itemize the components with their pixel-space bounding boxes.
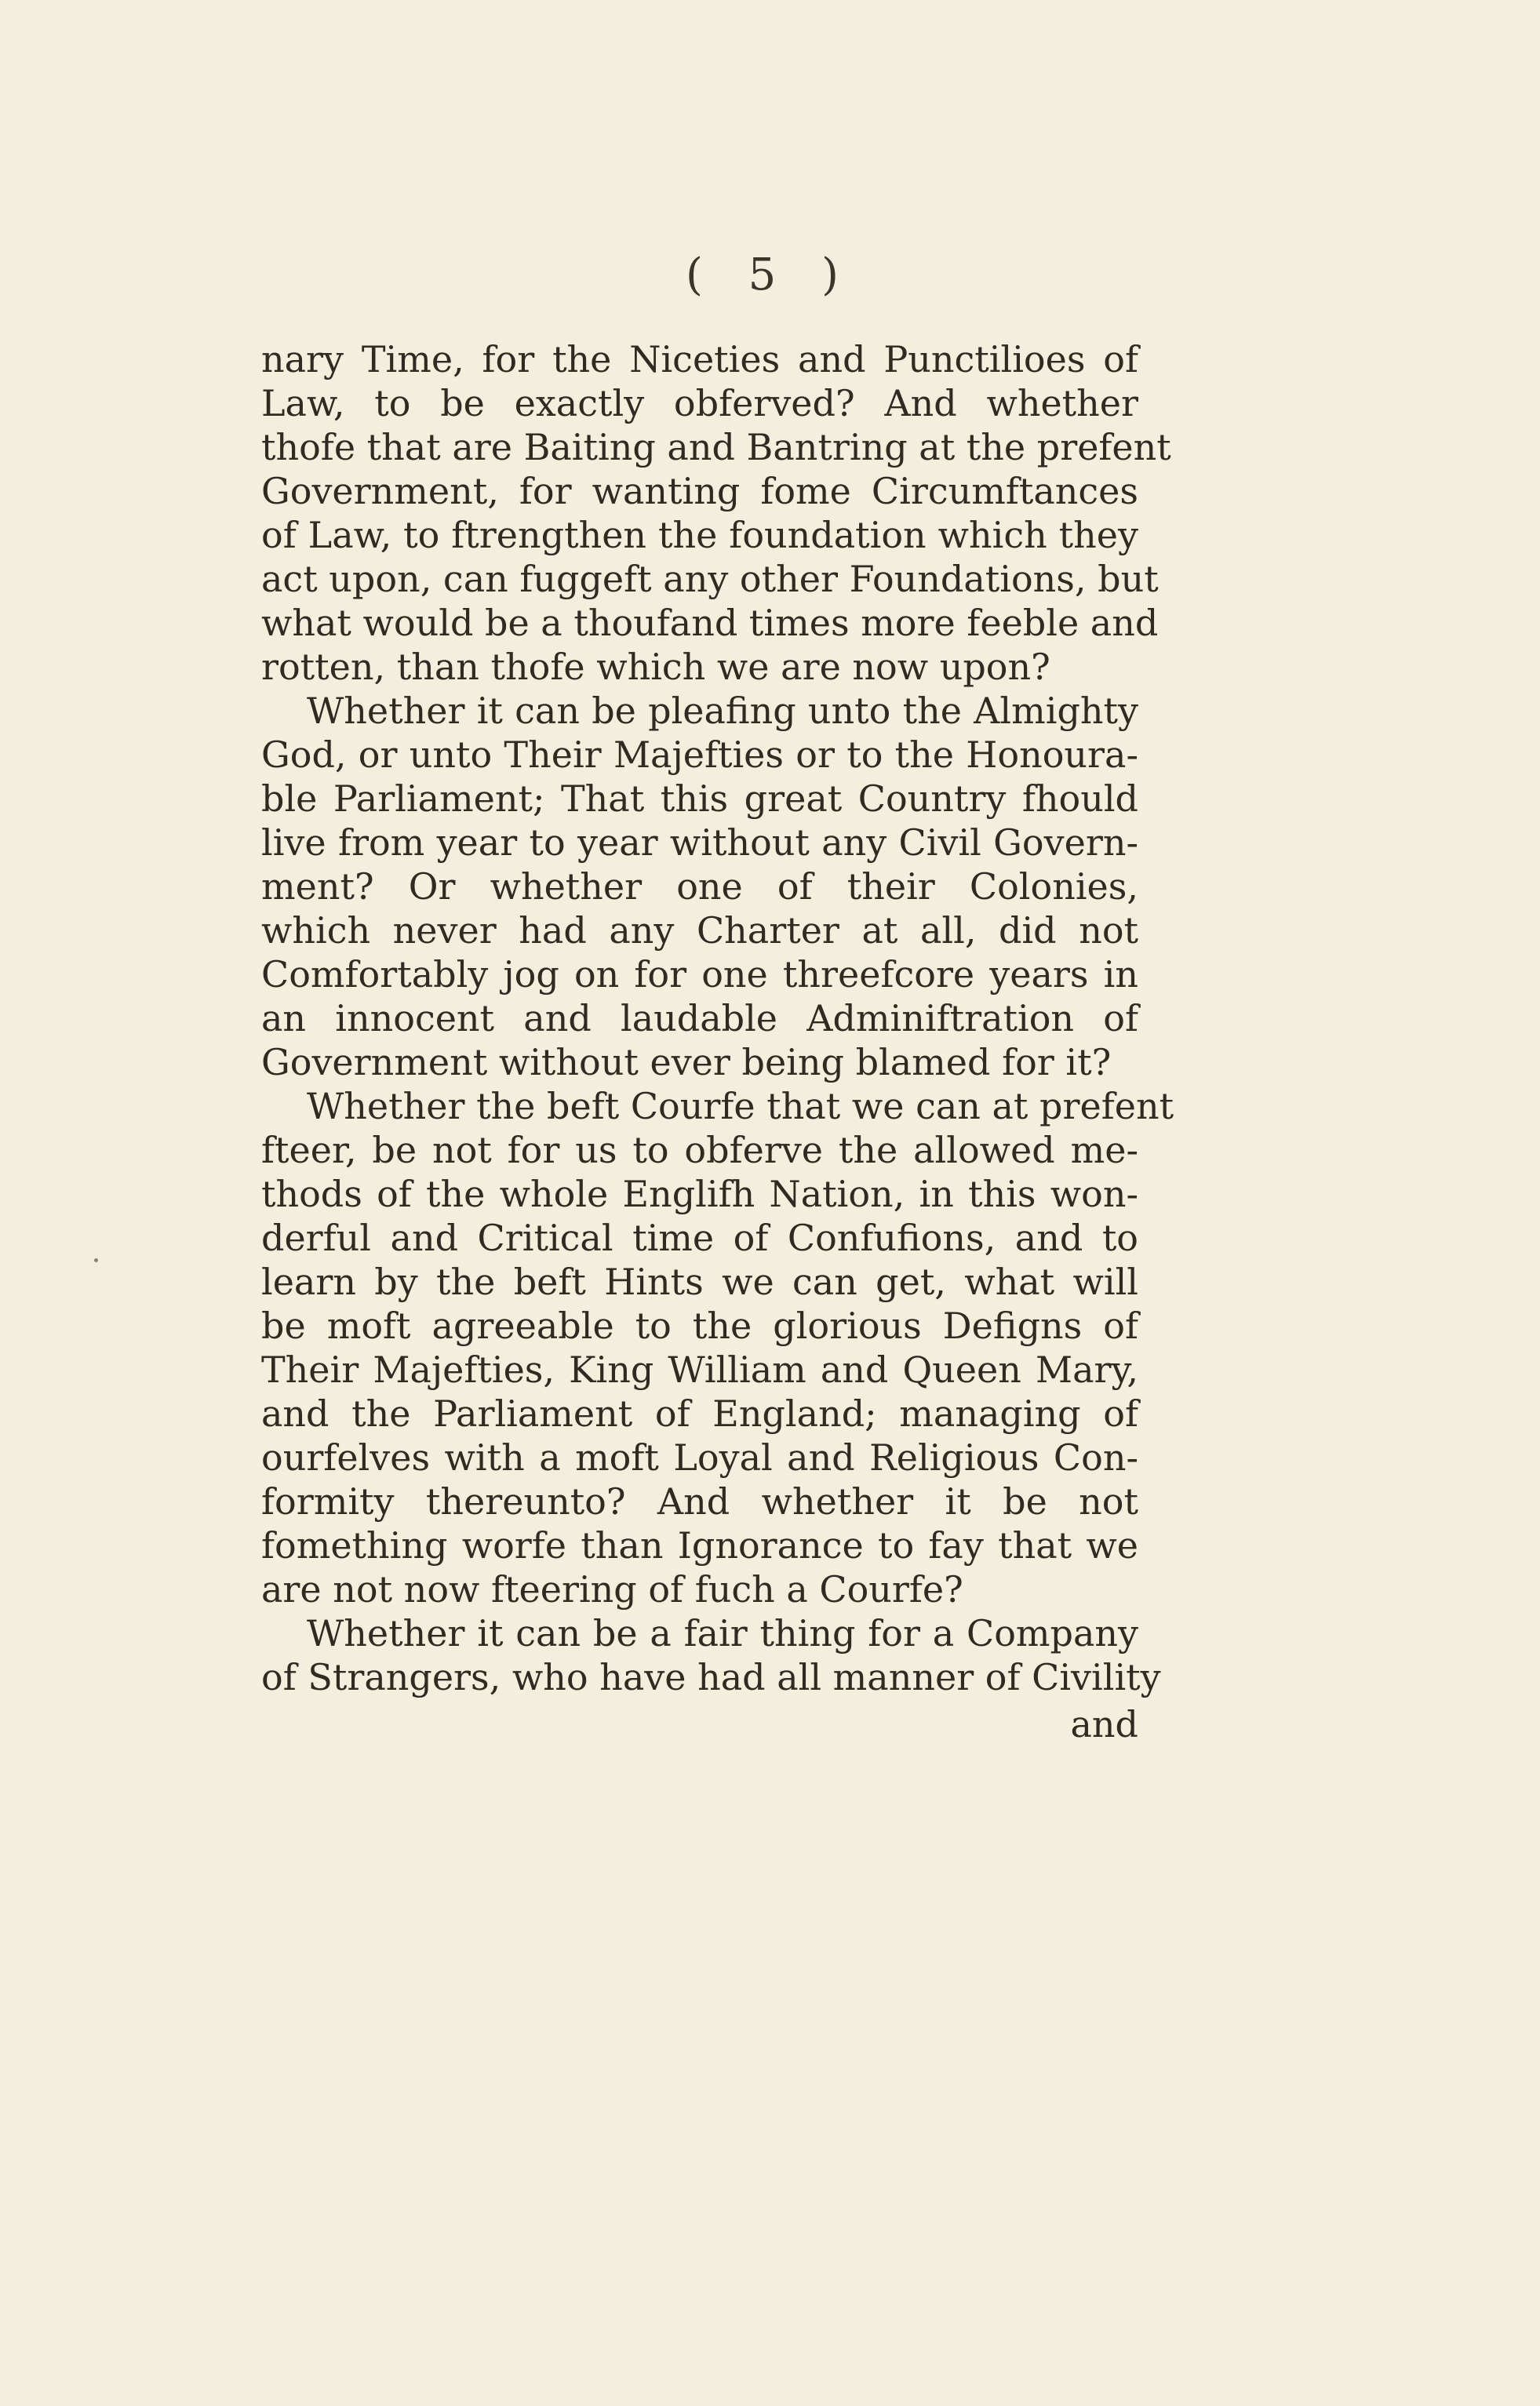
text-line: be moft agreeable to the glorious Defigns of [261, 1305, 1138, 1347]
text-line: thofe that are Baiting and Bantring at the prefent [261, 426, 1171, 468]
text-line: and the Parliament of England; managing of [261, 1392, 1138, 1435]
body-text [261, 337, 1174, 1699]
text-line: live from year to year without any Civil Govern- [261, 821, 1138, 864]
text-line: what would be a thoufand times more feeble and [261, 602, 1159, 644]
text-line: fomething worfe than Ignorance to fay that we [261, 1524, 1138, 1567]
catchword: and [1070, 1703, 1138, 1745]
text-line: Law, to be exactly obferved? And whether [261, 382, 1138, 424]
text-line: nary Time, for the Niceties and Punctilioes of [261, 338, 1138, 380]
text-line: of Law, to ftrengthen the foundation which they [261, 514, 1138, 556]
text-line: of Strangers, who have had all manner of Civility [261, 1656, 1161, 1698]
text-line: Whether it can be pleafing unto the Almighty [307, 690, 1138, 732]
text-line: act upon, can fuggeft any other Foundations, but [261, 558, 1159, 600]
text-line: Government without ever being blamed for it? [261, 1041, 1112, 1083]
text-line: learn by the beft Hints we can get, what will [261, 1261, 1138, 1303]
text-line: formity thereunto? And whether it be not [261, 1480, 1138, 1523]
text-line: fteer, be not for us to obferve the allowed me- [261, 1129, 1138, 1171]
text-line: ment? Or whether one of their Colonies, [261, 865, 1138, 908]
text-line: thods of the whole Englifh Nation, in this won- [261, 1173, 1138, 1215]
margin-speck [94, 1258, 98, 1262]
text-line: Their Majefties, King William and Queen Mary, [261, 1349, 1138, 1391]
page-number: ( 5 ) [686, 249, 854, 300]
text-line: Whether it can be a fair thing for a Company [307, 1612, 1138, 1654]
text-line: rotten, than thofe which we are now upon? [261, 646, 1050, 688]
text-line: ble Parliament; That this great Country fhould [261, 777, 1138, 820]
text-line: Whether the beft Courfe that we can at prefent [307, 1085, 1174, 1127]
text-line: Government, for wanting fome Circumftances [261, 470, 1138, 512]
text-line: an innocent and laudable Adminiftration of [261, 997, 1138, 1039]
text-line: are not now fteering of fuch a Courfe? [261, 1568, 963, 1611]
text-line: which never had any Charter at all, did not [261, 909, 1138, 952]
text-line: Comfortably jog on for one threefcore years in [261, 953, 1138, 996]
text-line: ourfelves with a moft Loyal and Religious Con- [261, 1436, 1138, 1479]
text-line: God, or unto Their Majefties or to the Honoura- [261, 733, 1138, 776]
text-line: derful and Critical time of Confufions, and to [261, 1217, 1138, 1259]
